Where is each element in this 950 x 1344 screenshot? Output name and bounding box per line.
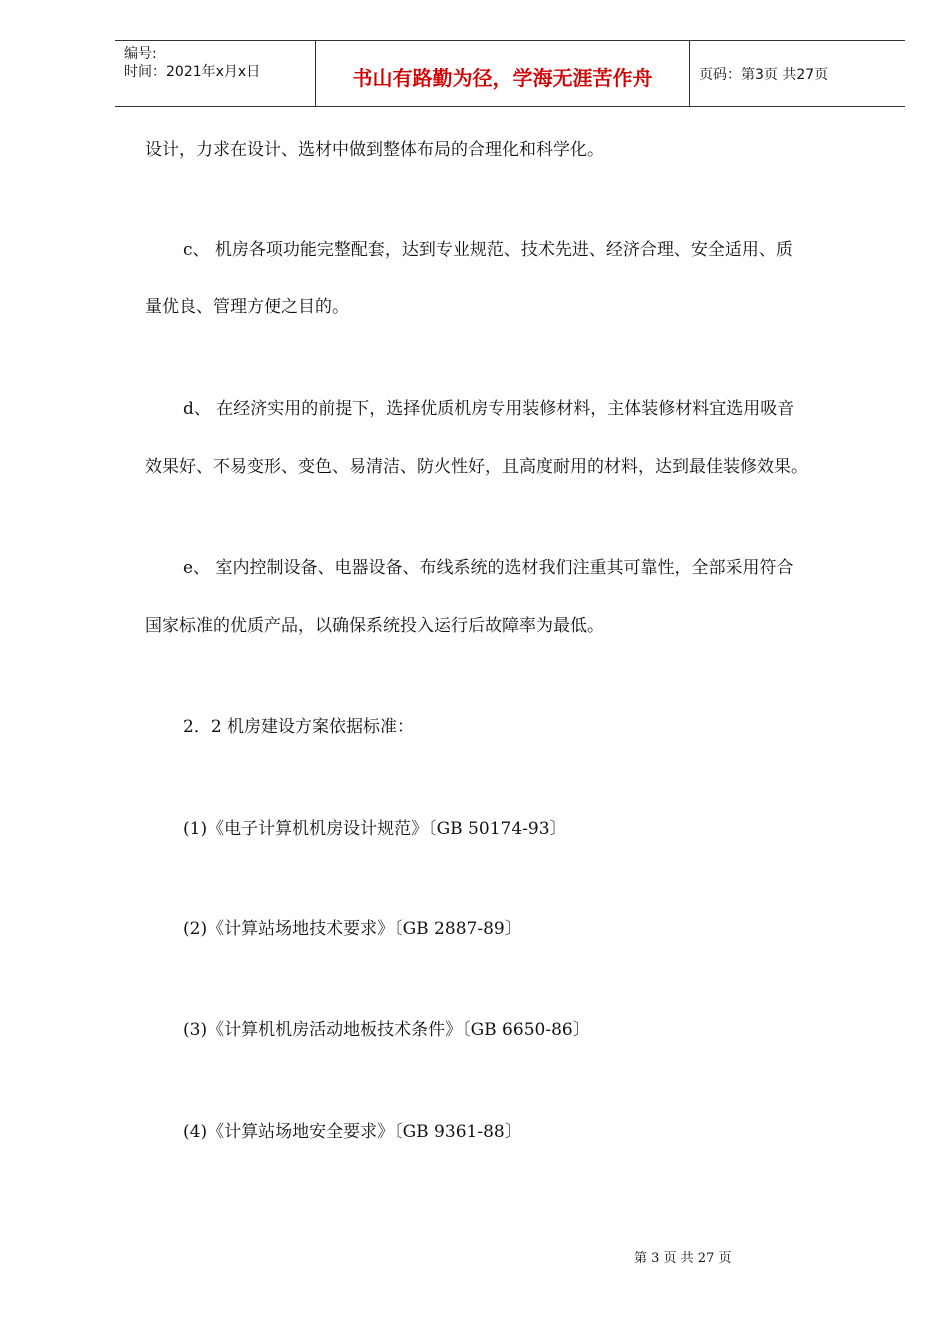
header-info-cell <box>115 41 316 106</box>
section-heading: 2．2 机房建设方案依据标准： <box>183 717 415 737</box>
motto-text: 书山有路勤为径，学海无涯苦作舟 <box>352 66 653 90</box>
body-line: 设计，力求在设计、选材中做到整体布局的合理化和科学化。 <box>145 140 604 160</box>
serial-number-label: 编号: <box>124 46 157 62</box>
header-page-cell <box>690 41 905 106</box>
body-line: 量优良、管理方便之目的。 <box>145 297 349 317</box>
page-number-label: 页码：第3页 共27页 <box>699 67 829 83</box>
standard-item: (2)《计算站场地技术要求》〔GB 2887-89〕 <box>183 919 522 939</box>
body-line: 效果好、不易变形、变色、易清洁、防火性好，且高度耐用的材料，达到最佳装修效果。 <box>145 457 808 477</box>
standard-item: (3)《计算机机房活动地板技术条件》〔GB 6650-86〕 <box>183 1020 590 1040</box>
body-line: d、 在经济实用的前提下，选择优质机房专用装修材料，主体装修材料宜选用吸音 <box>183 399 795 419</box>
header-motto-cell <box>316 41 690 106</box>
body-line: e、 室内控制设备、电器设备、布线系统的选材我们注重其可靠性，全部采用符合 <box>183 558 794 578</box>
standard-item: (4)《计算站场地安全要求》〔GB 9361-88〕 <box>183 1122 522 1142</box>
page-header <box>115 40 905 107</box>
page-footer: 第 3 页 共 27 页 <box>634 1251 732 1266</box>
date-label: 时间：2021年x月x日 <box>124 64 261 80</box>
body-line: c、 机房各项功能完整配套，达到专业规范、技术先进、经济合理、安全适用、质 <box>183 240 793 260</box>
body-line: 国家标准的优质产品，以确保系统投入运行后故障率为最低。 <box>145 616 604 636</box>
standard-item: (1)《电子计算机机房设计规范》〔GB 50174-93〕 <box>183 819 567 839</box>
